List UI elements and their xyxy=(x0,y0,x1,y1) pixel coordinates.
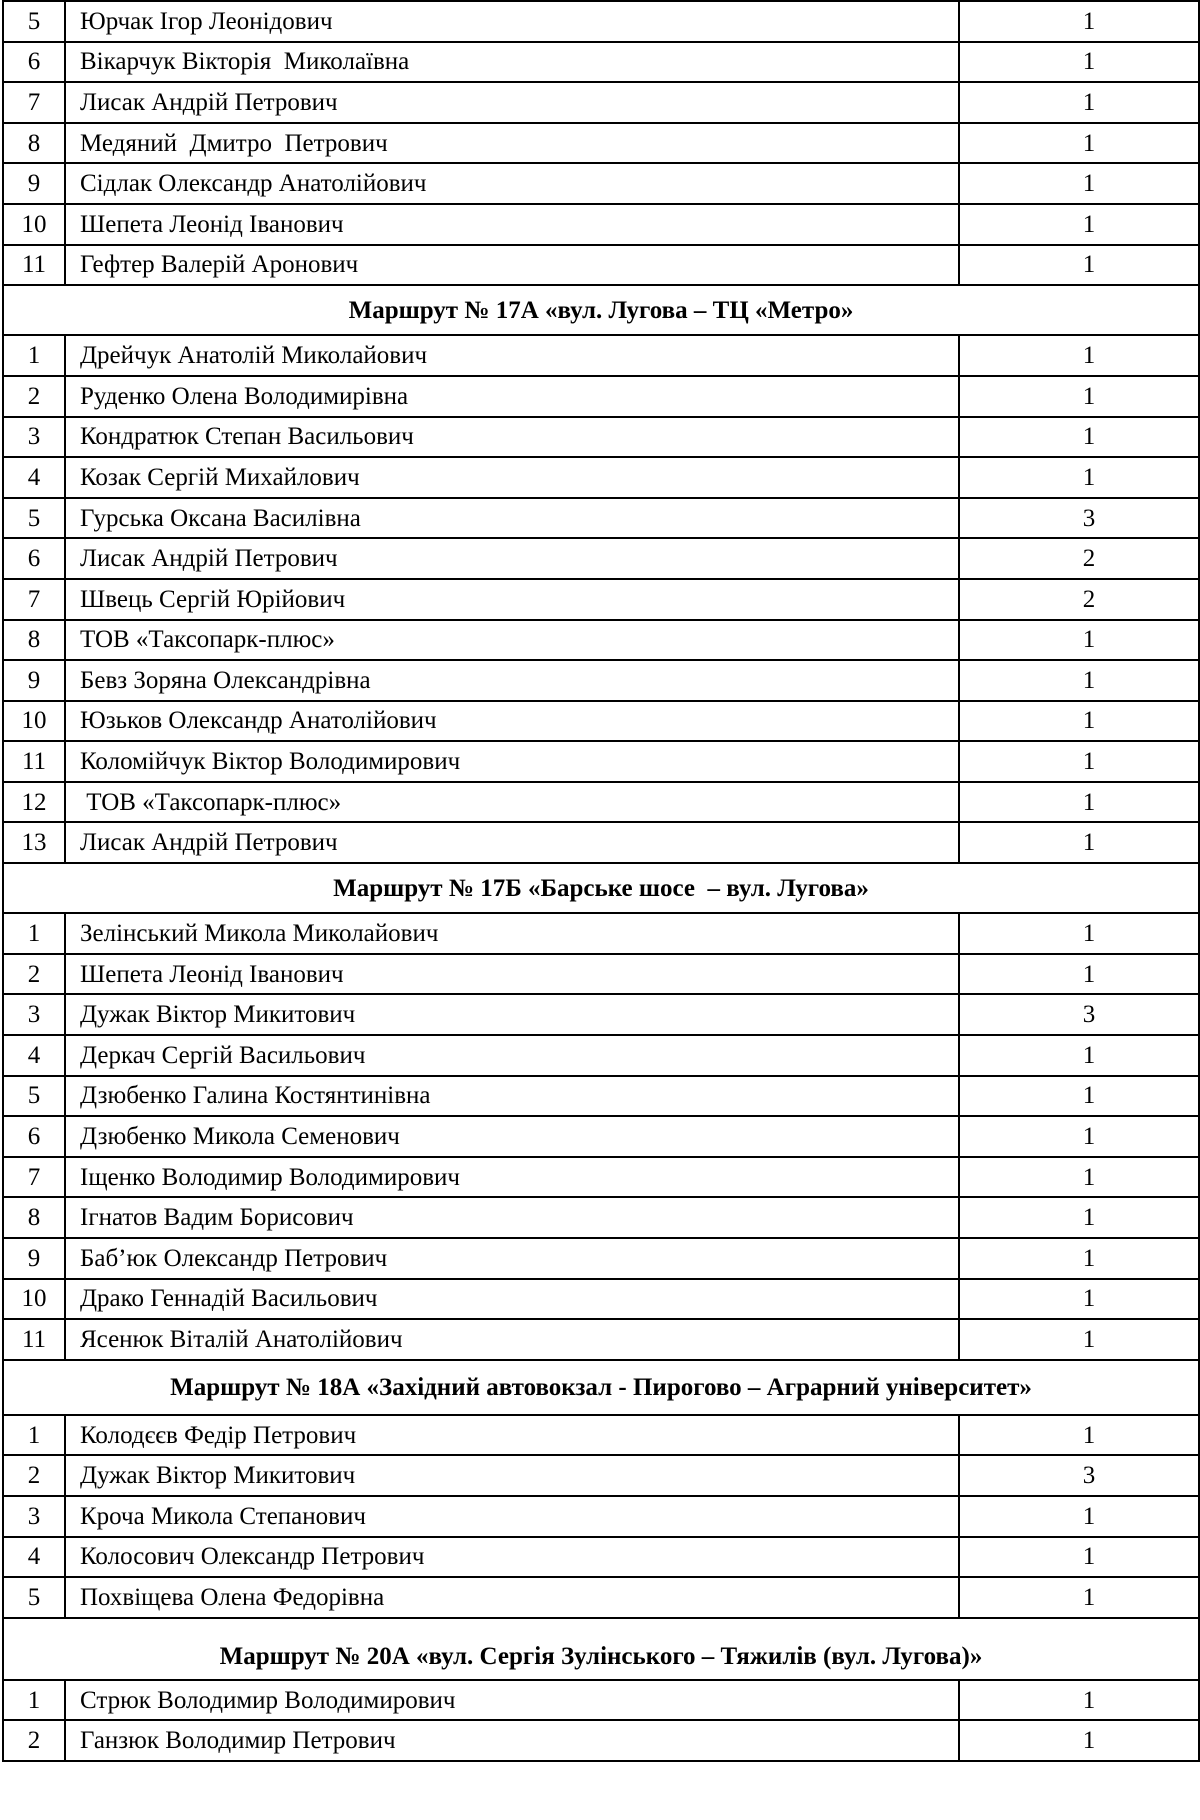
vehicle-count: 1 xyxy=(959,42,1199,83)
vehicle-count: 1 xyxy=(959,620,1199,661)
table-row xyxy=(3,1496,1199,1537)
route-title: Маршрут № 17Б «Барське шосе – вул. Лугова» xyxy=(3,863,1199,913)
vehicle-count: 1 xyxy=(959,1720,1199,1761)
carrier-name: Козак Сергій Михайлович xyxy=(65,457,959,498)
table-row xyxy=(3,123,1199,164)
table-row xyxy=(3,1720,1199,1761)
table-row xyxy=(3,1116,1199,1157)
row-number: 5 xyxy=(3,1577,65,1618)
route-header-row xyxy=(3,1618,1199,1680)
table-row xyxy=(3,1279,1199,1320)
row-number: 11 xyxy=(3,245,65,286)
table-row xyxy=(3,620,1199,661)
carrier-name: Шепета Леонід Іванович xyxy=(65,204,959,245)
table-row xyxy=(3,1035,1199,1076)
carrier-name: Юзьков Олександр Анатолійович xyxy=(65,701,959,742)
vehicle-count: 1 xyxy=(959,1197,1199,1238)
row-number: 3 xyxy=(3,417,65,458)
vehicle-count: 1 xyxy=(959,1076,1199,1117)
carrier-name: Колодєєв Федір Петрович xyxy=(65,1415,959,1456)
table-row xyxy=(3,204,1199,245)
carrier-name: Дзюбенко Микола Семенович xyxy=(65,1116,959,1157)
vehicle-count: 1 xyxy=(959,1238,1199,1279)
table-row xyxy=(3,457,1199,498)
row-number: 3 xyxy=(3,994,65,1035)
row-number: 8 xyxy=(3,620,65,661)
vehicle-count: 1 xyxy=(959,701,1199,742)
table-row xyxy=(3,1238,1199,1279)
vehicle-count: 1 xyxy=(959,1496,1199,1537)
table-row xyxy=(3,42,1199,83)
row-number: 9 xyxy=(3,163,65,204)
row-number: 2 xyxy=(3,1455,65,1496)
row-number: 2 xyxy=(3,954,65,995)
table-row xyxy=(3,1415,1199,1456)
row-number: 5 xyxy=(3,1,65,42)
row-number: 2 xyxy=(3,1720,65,1761)
table-row xyxy=(3,1680,1199,1721)
vehicle-count: 1 xyxy=(959,1035,1199,1076)
carrier-name: Ігнатов Вадим Борисович xyxy=(65,1197,959,1238)
table-row xyxy=(3,1319,1199,1360)
carrier-name: Драко Геннадій Васильович xyxy=(65,1279,959,1320)
carrier-name: Бевз Зоряна Олександрівна xyxy=(65,660,959,701)
table-row xyxy=(3,741,1199,782)
carrier-name: Кондратюк Степан Васильович xyxy=(65,417,959,458)
vehicle-count: 1 xyxy=(959,1680,1199,1721)
vehicle-count: 1 xyxy=(959,1415,1199,1456)
route-header-row xyxy=(3,863,1199,913)
vehicle-count: 1 xyxy=(959,82,1199,123)
row-number: 11 xyxy=(3,1319,65,1360)
vehicle-count: 1 xyxy=(959,123,1199,164)
vehicle-count: 3 xyxy=(959,1455,1199,1496)
row-number: 6 xyxy=(3,538,65,579)
table-row xyxy=(3,82,1199,123)
table-row xyxy=(3,1537,1199,1578)
row-number: 9 xyxy=(3,660,65,701)
carrier-name: Коломійчук Віктор Володимирович xyxy=(65,741,959,782)
carrier-name: Гефтер Валерій Аронович xyxy=(65,245,959,286)
vehicle-count: 3 xyxy=(959,498,1199,539)
carrier-name: Гурська Оксана Василівна xyxy=(65,498,959,539)
carrier-name: Стрюк Володимир Володимирович xyxy=(65,1680,959,1721)
vehicle-count: 3 xyxy=(959,994,1199,1035)
carrier-name: Ясенюк Віталій Анатолійович xyxy=(65,1319,959,1360)
carrier-name: Вікарчук Вікторія Миколаївна xyxy=(65,42,959,83)
vehicle-count: 1 xyxy=(959,376,1199,417)
vehicle-count: 1 xyxy=(959,913,1199,954)
row-number: 5 xyxy=(3,498,65,539)
table-row xyxy=(3,913,1199,954)
table-row xyxy=(3,822,1199,863)
vehicle-count: 1 xyxy=(959,1279,1199,1320)
vehicle-count: 1 xyxy=(959,1157,1199,1198)
row-number: 8 xyxy=(3,1197,65,1238)
row-number: 3 xyxy=(3,1496,65,1537)
table-row xyxy=(3,417,1199,458)
vehicle-count: 1 xyxy=(959,245,1199,286)
table-row xyxy=(3,701,1199,742)
carrier-name: ТОВ «Таксопарк-плюс» xyxy=(65,620,959,661)
carrier-name: Баб’юк Олександр Петрович xyxy=(65,1238,959,1279)
vehicle-count: 1 xyxy=(959,954,1199,995)
row-number: 7 xyxy=(3,1157,65,1198)
table-row xyxy=(3,579,1199,620)
table-row xyxy=(3,376,1199,417)
table-row xyxy=(3,538,1199,579)
vehicle-count: 1 xyxy=(959,1537,1199,1578)
carrier-name: Швець Сергій Юрійович xyxy=(65,579,959,620)
table-row xyxy=(3,782,1199,823)
row-number: 2 xyxy=(3,376,65,417)
table-row xyxy=(3,1577,1199,1618)
vehicle-count: 1 xyxy=(959,204,1199,245)
vehicle-count: 1 xyxy=(959,457,1199,498)
row-number: 8 xyxy=(3,123,65,164)
route-title: Маршрут № 20А «вул. Сергія Зулінського – Тяжилів (вул. Лугова)» xyxy=(3,1618,1199,1680)
vehicle-count: 1 xyxy=(959,660,1199,701)
carrier-name: Руденко Олена Володимирівна xyxy=(65,376,959,417)
carrier-name: Шепета Леонід Іванович xyxy=(65,954,959,995)
carrier-name: Дужак Віктор Микитович xyxy=(65,994,959,1035)
row-number: 7 xyxy=(3,82,65,123)
carrier-name: Дзюбенко Галина Костянтинівна xyxy=(65,1076,959,1117)
route-title: Маршрут № 17А «вул. Лугова – ТЦ «Метро» xyxy=(3,285,1199,335)
carrier-name: Сідлак Олександр Анатолійович xyxy=(65,163,959,204)
table-row xyxy=(3,1076,1199,1117)
vehicle-count: 1 xyxy=(959,417,1199,458)
table-row xyxy=(3,1,1199,42)
row-number: 9 xyxy=(3,1238,65,1279)
carrier-name: Юрчак Ігор Леонідович xyxy=(65,1,959,42)
route-title: Маршрут № 18А «Західний автовокзал - Пирогово – Аграрний університет» xyxy=(3,1360,1199,1415)
vehicle-count: 1 xyxy=(959,163,1199,204)
row-number: 12 xyxy=(3,782,65,823)
row-number: 6 xyxy=(3,42,65,83)
vehicle-count: 1 xyxy=(959,1116,1199,1157)
vehicle-count: 2 xyxy=(959,538,1199,579)
carrier-name: Лисак Андрій Петрович xyxy=(65,82,959,123)
carrier-name: Лисак Андрій Петрович xyxy=(65,822,959,863)
row-number: 10 xyxy=(3,1279,65,1320)
table-row xyxy=(3,1197,1199,1238)
carrier-name: Колосович Олександр Петрович xyxy=(65,1537,959,1578)
table-row xyxy=(3,1157,1199,1198)
vehicle-count: 1 xyxy=(959,741,1199,782)
table-row xyxy=(3,1455,1199,1496)
row-number: 10 xyxy=(3,204,65,245)
row-number: 1 xyxy=(3,913,65,954)
carrier-name: Ганзюк Володимир Петрович xyxy=(65,1720,959,1761)
vehicle-count: 1 xyxy=(959,1577,1199,1618)
row-number: 1 xyxy=(3,335,65,376)
row-number: 4 xyxy=(3,1035,65,1076)
vehicle-count: 1 xyxy=(959,822,1199,863)
route-header-row xyxy=(3,285,1199,335)
table-row xyxy=(3,335,1199,376)
row-number: 4 xyxy=(3,1537,65,1578)
table-row xyxy=(3,498,1199,539)
table-row xyxy=(3,245,1199,286)
row-number: 1 xyxy=(3,1680,65,1721)
vehicle-count: 1 xyxy=(959,1,1199,42)
row-number: 6 xyxy=(3,1116,65,1157)
table-row xyxy=(3,163,1199,204)
row-number: 7 xyxy=(3,579,65,620)
vehicle-count: 1 xyxy=(959,782,1199,823)
table-row xyxy=(3,954,1199,995)
table-row xyxy=(3,660,1199,701)
table-body xyxy=(3,1,1199,1761)
vehicle-count: 1 xyxy=(959,1319,1199,1360)
carrier-name: Кроча Микола Степанович xyxy=(65,1496,959,1537)
route-header-row xyxy=(3,1360,1199,1415)
carrier-name: Зелінський Микола Миколайович xyxy=(65,913,959,954)
row-number: 5 xyxy=(3,1076,65,1117)
row-number: 4 xyxy=(3,457,65,498)
row-number: 10 xyxy=(3,701,65,742)
carrier-name: Іщенко Володимир Володимирович xyxy=(65,1157,959,1198)
carrier-name: Дужак Віктор Микитович xyxy=(65,1455,959,1496)
row-number: 11 xyxy=(3,741,65,782)
carrier-name: Деркач Сергій Васильович xyxy=(65,1035,959,1076)
row-number: 1 xyxy=(3,1415,65,1456)
carrier-name: Похвіщева Олена Федорівна xyxy=(65,1577,959,1618)
carrier-name: Медяний Дмитро Петрович xyxy=(65,123,959,164)
table-row xyxy=(3,994,1199,1035)
carrier-name: Лисак Андрій Петрович xyxy=(65,538,959,579)
vehicle-count: 2 xyxy=(959,579,1199,620)
row-number: 13 xyxy=(3,822,65,863)
route-carriers-table xyxy=(2,0,1200,1762)
vehicle-count: 1 xyxy=(959,335,1199,376)
carrier-name: ТОВ «Таксопарк-плюс» xyxy=(65,782,959,823)
carrier-name: Дрейчук Анатолій Миколайович xyxy=(65,335,959,376)
